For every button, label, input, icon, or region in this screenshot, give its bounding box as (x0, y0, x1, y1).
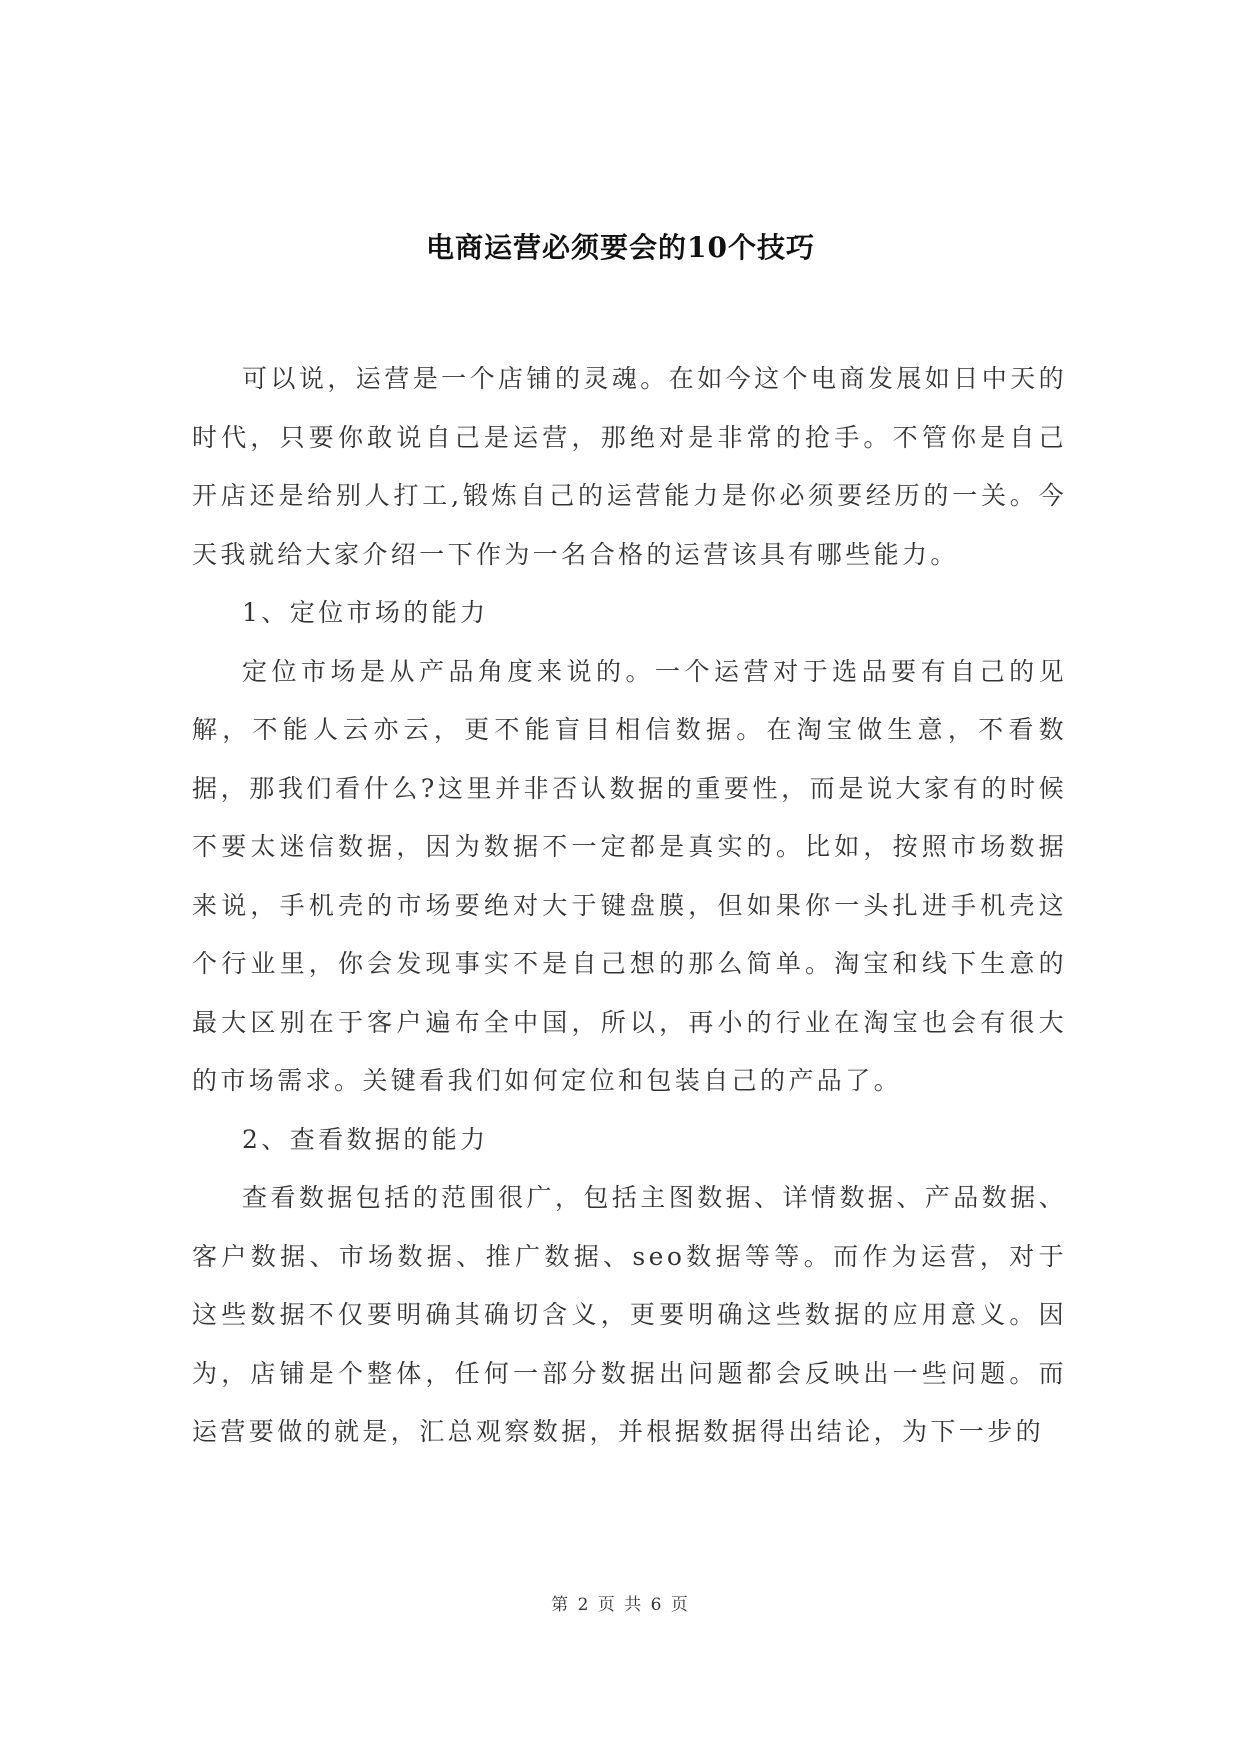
section-heading-2: 2、查看数据的能力 (242, 1124, 489, 1154)
document-title: 电商运营必须要会的10个技巧 (426, 231, 815, 264)
section-heading-1: 1、定位市场的能力 (242, 598, 489, 627)
paragraph-section-2: 查看数据包括的范围很广，包括主图数据、详情数据、产品数据、客户数据、市场数据、推广数据、seo数据等等。而作为运营，对于这些数据不仅要明确其确切含义，更要明确这些数据的应用意义。因为，店铺是个整体，任何一部分数据出问题都会反映出一些问题。而运营要做的就是，汇总观察数据，并根据数据得出结论，为下一步的 (192, 1183, 1067, 1446)
paragraph-intro: 可以说，运营是一个店铺的灵魂。在如今这个电商发展如日中天的时代，只要你敢说自己是运营，那绝对是非常的抢手。不管你是自己开店还是给别人打工,锻炼自己的运营能力是你必须要经历的一关。今天我就给大家介绍一下作为一名合格的运营该具有哪些能力。 (192, 364, 1067, 569)
page-footer: 第 2 页 共 6 页 (551, 1595, 690, 1615)
document-body (192, 350, 1067, 1462)
paragraph-section-1: 定位市场是从产品角度来说的。一个运营对于选品要有自己的见解，不能人云亦云，更不能盲目相信数据。在淘宝做生意，不看数据，那我们看什么?这里并非否认数据的重要性，而是说大家有的时候不要太迷信数据，因为数据不一定都是真实的。比如，按照市场数据来说，手机壳的市场要绝对大于键盘膜，但如果你一头扎进手机壳这个行业里，你会发现事实不是自己想的那么简单。淘宝和线下生意的最大区别在于客户遍布全中国，所以，再小的行业在淘宝也会有很大的市场需求。关键看我们如何定位和包装自己的产品了。 (192, 656, 1067, 1095)
